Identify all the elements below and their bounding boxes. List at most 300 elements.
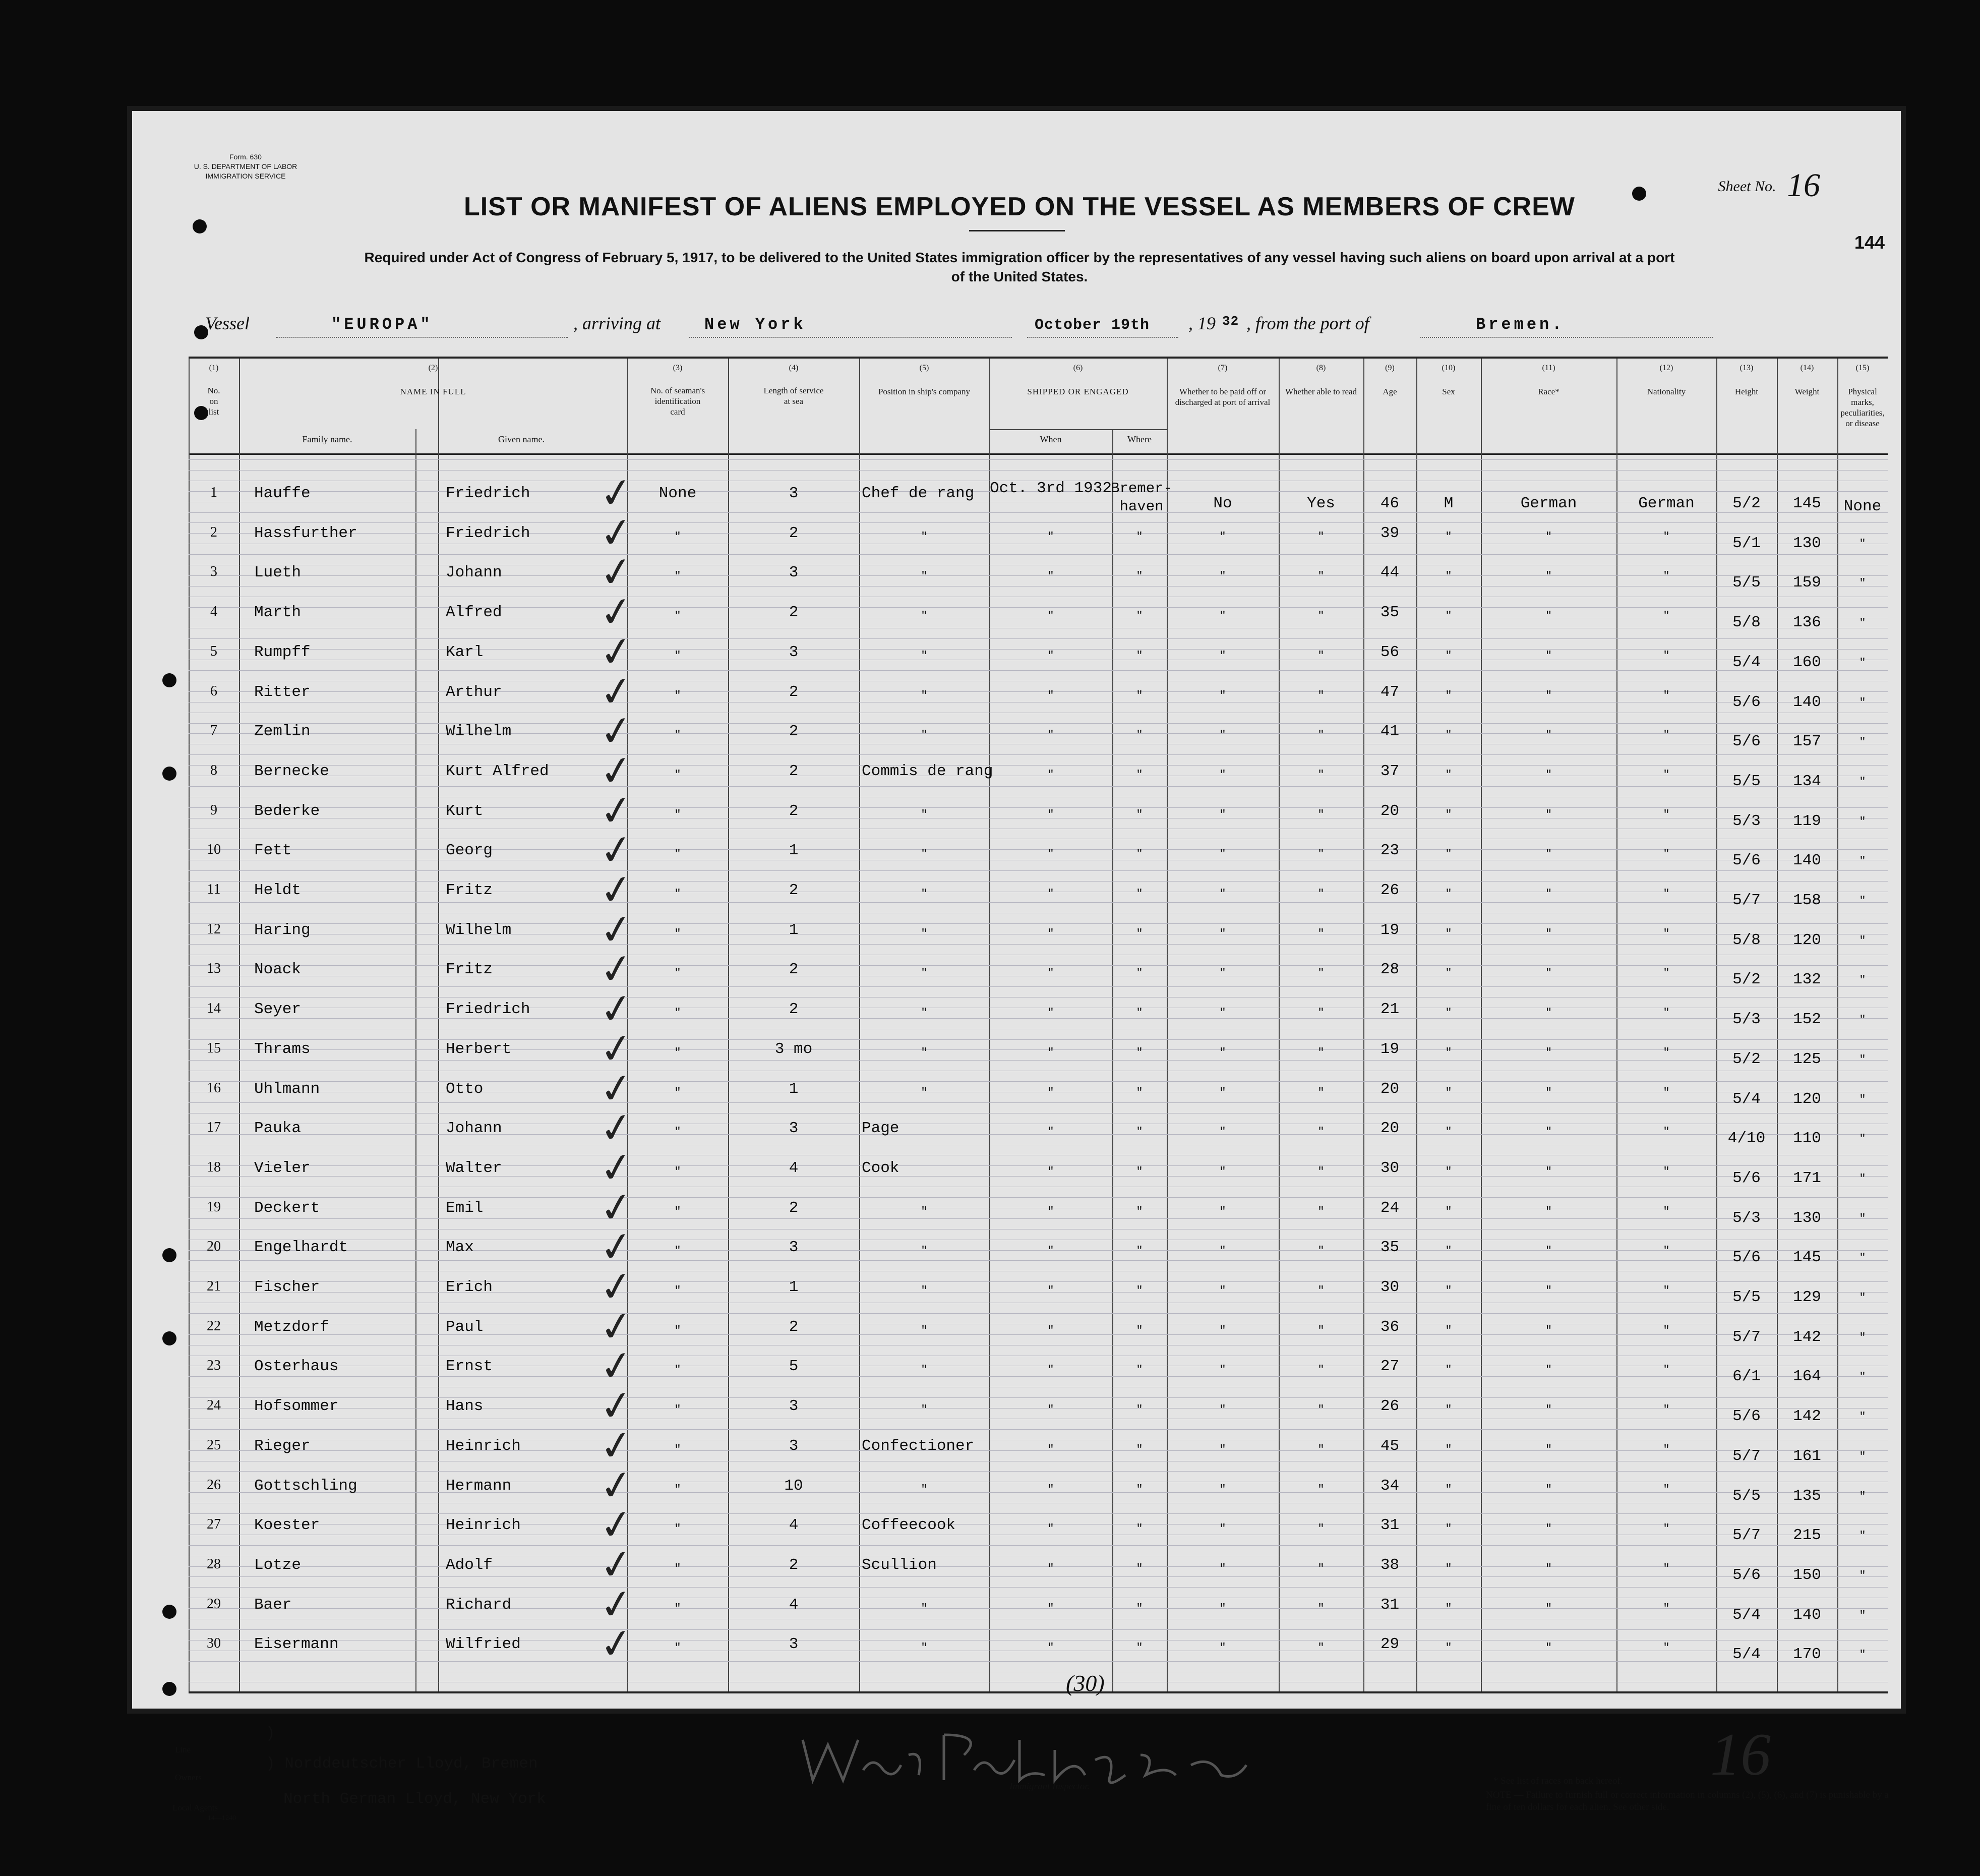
shipped-where: "	[1136, 570, 1143, 583]
check-mark: ✓	[596, 904, 637, 955]
race: "	[1545, 1086, 1552, 1099]
check-mark: ✓	[596, 626, 637, 678]
paid-off: "	[1219, 610, 1226, 623]
shipped-where: "	[1136, 808, 1143, 821]
paid-off: "	[1219, 689, 1226, 702]
position: Page	[862, 1120, 899, 1138]
ruling-line	[189, 1587, 1888, 1588]
paid-off: "	[1219, 729, 1226, 742]
agents-value: North German Lloyd, New York	[283, 1790, 546, 1808]
physical-marks: "	[1859, 855, 1866, 868]
physical-marks: "	[1859, 1252, 1866, 1265]
ruling-line	[189, 1629, 1888, 1630]
shipped-where: Bremer- haven	[1111, 480, 1172, 515]
ruling-line	[189, 881, 1888, 882]
sex: "	[1445, 927, 1452, 940]
shipped-where: "	[1136, 1284, 1143, 1297]
id-card: "	[674, 1046, 681, 1059]
shipped-when: "	[1047, 1205, 1054, 1218]
shipped-where: "	[1136, 927, 1143, 940]
ruling-line	[189, 1429, 1888, 1430]
sex: "	[1445, 1284, 1452, 1297]
length-of-service: 3	[789, 1397, 799, 1416]
ruling-line	[189, 1471, 1888, 1472]
row-number: 23	[207, 1358, 221, 1374]
year-value: 32	[1222, 314, 1239, 329]
shipped-when: "	[1047, 1403, 1054, 1417]
paid-off: "	[1219, 967, 1226, 980]
check-mark: ✓	[596, 586, 637, 638]
sex: "	[1445, 729, 1452, 742]
race: "	[1545, 689, 1552, 702]
check-mark: ✓	[596, 864, 637, 916]
weight: 145	[1793, 495, 1821, 512]
height: 6/1	[1732, 1368, 1761, 1386]
age: 46	[1380, 495, 1400, 512]
column-number: (8)	[1316, 364, 1326, 372]
shipped-when: "	[1047, 1165, 1054, 1178]
age: 35	[1380, 1239, 1400, 1257]
agents-label: Local Agents	[172, 1803, 218, 1812]
check-mark: ✓	[596, 745, 637, 797]
position: "	[921, 1046, 928, 1059]
family-name: Seyer	[254, 1001, 302, 1019]
height: 5/6	[1732, 733, 1761, 751]
shipped-where: "	[1136, 1165, 1143, 1178]
nationality: "	[1663, 848, 1670, 861]
port-label: , from the port of	[1246, 313, 1369, 333]
check-mark: ✓	[596, 1301, 637, 1352]
paid-off: "	[1219, 888, 1226, 900]
position: "	[921, 1602, 928, 1615]
physical-marks: "	[1859, 1530, 1866, 1543]
shipped-where: "	[1136, 1086, 1143, 1099]
sex: "	[1445, 1007, 1452, 1020]
column-number: (2)	[428, 364, 438, 372]
physical-marks: "	[1859, 617, 1866, 630]
note-label: NOTE —	[1486, 1790, 1524, 1800]
nationality: "	[1663, 1245, 1670, 1258]
physical-marks: "	[1859, 1292, 1866, 1304]
shipped-when: "	[1047, 1483, 1054, 1496]
date-value: October 19th	[1035, 317, 1150, 334]
length-of-service: 2	[789, 882, 799, 899]
shipped-where: "	[1136, 1007, 1143, 1020]
ruling-line	[189, 470, 1888, 471]
id-card: "	[674, 888, 681, 900]
shipped-where: "	[1136, 1046, 1143, 1059]
physical-marks: "	[1859, 1450, 1866, 1463]
length-of-service: 2	[789, 961, 799, 979]
check-mark: ✓	[596, 1578, 637, 1630]
physical-marks: "	[1859, 1649, 1866, 1662]
punch-hole	[162, 767, 176, 781]
row-number: 10	[207, 842, 221, 858]
age: 21	[1380, 1001, 1400, 1019]
height: 5/5	[1732, 1487, 1761, 1505]
ruling-line	[189, 1081, 1888, 1082]
height: 5/6	[1732, 693, 1761, 711]
race: "	[1545, 927, 1552, 940]
check-mark: ✓	[596, 467, 637, 519]
age: 35	[1380, 604, 1400, 622]
race: "	[1545, 1562, 1552, 1575]
length-of-service: 3	[789, 1120, 799, 1138]
able-to-read: "	[1317, 1324, 1325, 1337]
nationality: "	[1663, 927, 1670, 940]
ruling-line	[189, 1376, 1888, 1377]
height: 5/2	[1732, 495, 1761, 512]
paid-off: "	[1219, 1165, 1226, 1178]
height: 5/4	[1732, 1090, 1761, 1108]
position: "	[921, 530, 928, 543]
length-of-service: 1	[789, 921, 799, 939]
ruling-line	[189, 586, 1888, 587]
given-name: Richard	[446, 1596, 512, 1614]
id-card: "	[674, 1205, 681, 1218]
length-of-service: 10	[784, 1477, 803, 1495]
column-header-8	[1281, 363, 1361, 397]
title-rule	[969, 230, 1065, 231]
id-card: None	[658, 485, 697, 502]
length-of-service: 2	[789, 802, 799, 820]
shipped-when: "	[1047, 1562, 1054, 1575]
race: "	[1545, 610, 1552, 623]
sex: "	[1445, 1443, 1452, 1456]
ruling-line	[189, 522, 1888, 523]
ruling-line	[189, 607, 1888, 608]
given-name: Karl	[446, 643, 484, 661]
height: 5/7	[1732, 892, 1761, 909]
ruling-line	[189, 670, 1888, 671]
age: 39	[1380, 524, 1400, 542]
manifest-table	[189, 357, 1888, 1697]
column-header-10	[1418, 363, 1479, 397]
able-to-read: "	[1317, 649, 1325, 662]
punch-hole	[162, 1682, 176, 1696]
given-name: Fritz	[446, 961, 493, 979]
physical-marks: "	[1859, 1609, 1866, 1622]
owners-value: ) Norddeutscher Lloyd, Bremen	[266, 1755, 538, 1773]
position: Scullion	[862, 1556, 937, 1574]
id-card: "	[674, 1007, 681, 1020]
family-name: Thrams	[254, 1040, 311, 1058]
family-name: Heldt	[254, 882, 302, 899]
shipped-when: "	[1047, 570, 1054, 583]
sex: "	[1445, 530, 1452, 543]
shipped-where: "	[1136, 530, 1143, 543]
weight: 215	[1793, 1527, 1821, 1545]
paid-off: "	[1219, 1443, 1226, 1456]
shipped-where: "	[1136, 1245, 1143, 1258]
row-number: 3	[210, 564, 217, 580]
id-card: "	[674, 848, 681, 861]
physical-marks: "	[1859, 934, 1866, 947]
weight: 120	[1793, 1090, 1821, 1108]
row-number: 24	[207, 1397, 221, 1414]
row-number: 4	[210, 604, 217, 620]
column-label: Weight	[1794, 387, 1820, 396]
id-card: "	[674, 768, 681, 781]
able-to-read: "	[1317, 1642, 1325, 1655]
id-card: "	[674, 927, 681, 940]
length-of-service: 1	[789, 1080, 799, 1098]
length-of-service: 2	[789, 723, 799, 741]
shipped-when: "	[1047, 1642, 1054, 1655]
column-header-15	[1839, 363, 1886, 429]
family-name: Engelhardt	[254, 1239, 348, 1257]
port-value: Bremen.	[1476, 315, 1565, 334]
shipped-when: "	[1047, 848, 1054, 861]
given-name: Walter	[446, 1159, 502, 1177]
row-number: 8	[210, 762, 217, 778]
position: "	[921, 1284, 928, 1297]
position: "	[921, 1324, 928, 1337]
nationality: "	[1663, 570, 1670, 583]
length-of-service: 2	[789, 1001, 799, 1019]
paid-off: "	[1219, 570, 1226, 583]
physical-marks: None	[1843, 498, 1882, 515]
agents-form-number: 14—1240	[208, 1814, 236, 1822]
check-mark: ✓	[596, 1499, 637, 1551]
age: 56	[1380, 643, 1400, 661]
column-header-9	[1365, 363, 1414, 397]
race: "	[1545, 848, 1552, 861]
shipped-when: "	[1047, 530, 1054, 543]
column-label: SHIPPED OR ENGAGED	[1027, 387, 1129, 396]
nationality: "	[1663, 1126, 1670, 1139]
row-number: 25	[207, 1437, 221, 1453]
ruling-line	[189, 902, 1888, 903]
given-name: Wilhelm	[446, 723, 512, 741]
paid-off: "	[1219, 1403, 1226, 1417]
column-number: (7)	[1218, 364, 1228, 372]
given-name: Alfred	[446, 604, 502, 622]
able-to-read: "	[1317, 1403, 1325, 1417]
position: "	[921, 848, 928, 861]
paid-off: "	[1219, 1642, 1226, 1655]
column-label: Height	[1734, 387, 1759, 396]
age: 24	[1380, 1199, 1400, 1217]
age: 38	[1380, 1556, 1400, 1574]
row-number: 30	[207, 1635, 221, 1652]
ruling-line	[189, 754, 1888, 755]
row-number: 21	[207, 1278, 221, 1294]
able-to-read: "	[1317, 808, 1325, 821]
family-name: Gottschling	[254, 1477, 357, 1495]
column-label: Position in ship's company	[878, 387, 971, 396]
shipped-when: "	[1047, 649, 1054, 662]
length-of-service: 3	[789, 643, 799, 661]
check-mark: ✓	[596, 705, 637, 757]
check-mark: ✓	[596, 1221, 637, 1273]
check-mark: ✓	[596, 1261, 637, 1313]
sex: M	[1444, 495, 1454, 512]
ruling-line	[189, 1060, 1888, 1061]
sex: "	[1445, 967, 1452, 980]
nationality: "	[1663, 649, 1670, 662]
fill-line	[1027, 337, 1178, 338]
sex: "	[1445, 848, 1452, 861]
shipped-when: "	[1047, 729, 1054, 742]
nationality: "	[1663, 1284, 1670, 1297]
owners-label: Owners	[175, 1773, 202, 1782]
arriving-label: , arriving at	[573, 313, 661, 333]
ruling-line	[189, 1281, 1888, 1282]
able-to-read: "	[1317, 848, 1325, 861]
column-number: (4)	[789, 364, 799, 372]
height: 5/6	[1732, 1408, 1761, 1426]
weight: 164	[1793, 1368, 1821, 1386]
race: "	[1545, 1126, 1552, 1139]
id-card: "	[674, 1165, 681, 1178]
family-name: Pauka	[254, 1120, 302, 1138]
length-of-service: 3 mo	[774, 1040, 813, 1058]
id-card: "	[674, 570, 681, 583]
line-label: Line	[175, 1745, 191, 1754]
shipped-when: "	[1047, 1364, 1054, 1377]
nationality: "	[1663, 1562, 1670, 1575]
paid-off: "	[1219, 1284, 1226, 1297]
punch-hole	[193, 219, 207, 233]
position: "	[921, 1205, 928, 1218]
column-number: (12)	[1659, 364, 1673, 372]
family-name: Lueth	[254, 564, 302, 582]
weight: 134	[1793, 772, 1821, 790]
column-header-11	[1483, 363, 1614, 397]
vessel-value: "EUROPA"	[331, 315, 433, 334]
age: 19	[1380, 1040, 1400, 1058]
shipped-where: "	[1136, 1403, 1143, 1417]
nationality: "	[1663, 967, 1670, 980]
length-of-service: 2	[789, 1556, 799, 1574]
age: 19	[1380, 921, 1400, 939]
family-name: Noack	[254, 961, 302, 979]
length-of-service: 4	[789, 1516, 799, 1535]
nationality: "	[1663, 808, 1670, 821]
age: 29	[1380, 1635, 1400, 1654]
weight: 110	[1793, 1130, 1821, 1148]
line-value: )	[266, 1725, 275, 1742]
length-of-service: 1	[789, 842, 799, 860]
height: 5/3	[1732, 812, 1761, 830]
family-name: Bederke	[254, 802, 320, 820]
physical-marks: "	[1859, 1053, 1866, 1066]
age: 23	[1380, 842, 1400, 860]
position: Confectioner	[862, 1437, 975, 1455]
position: "	[921, 570, 928, 583]
age: 47	[1380, 683, 1400, 701]
given-name: Wilhelm	[446, 921, 512, 939]
id-card: "	[674, 1522, 681, 1536]
given-name: Hans	[446, 1397, 484, 1416]
height: 5/7	[1732, 1447, 1761, 1465]
ruling-line	[189, 923, 1888, 924]
service: IMMIGRATION SERVICE	[205, 172, 286, 180]
column-header-6	[991, 363, 1165, 397]
given-name: Otto	[446, 1080, 484, 1098]
physical-marks: "	[1859, 736, 1866, 749]
nationality: "	[1663, 768, 1670, 781]
age: 26	[1380, 882, 1400, 899]
row-number: 7	[210, 723, 217, 739]
paid-off: "	[1219, 1483, 1226, 1496]
position: "	[921, 1007, 928, 1020]
height: 5/7	[1732, 1328, 1761, 1346]
department: U. S. DEPARTMENT OF LABOR	[194, 162, 297, 170]
fill-line	[1420, 337, 1713, 338]
shipped-where: "	[1136, 967, 1143, 980]
shipped-when: "	[1047, 1086, 1054, 1099]
physical-marks: "	[1859, 1411, 1866, 1424]
weight: 171	[1793, 1169, 1821, 1187]
physical-marks: "	[1859, 1569, 1866, 1582]
age: 36	[1380, 1318, 1400, 1336]
column-label: Whether able to read	[1285, 387, 1357, 396]
nationality: "	[1663, 610, 1670, 623]
height: 5/7	[1732, 1527, 1761, 1545]
weight: 142	[1793, 1408, 1821, 1426]
able-to-read: "	[1317, 967, 1325, 980]
length-of-service: 3	[789, 1239, 799, 1257]
family-name: Baer	[254, 1596, 292, 1614]
length-of-service: 2	[789, 683, 799, 701]
race: "	[1545, 888, 1552, 900]
given-name: Heinrich	[446, 1437, 521, 1455]
shipped-when: "	[1047, 1602, 1054, 1615]
height: 5/8	[1732, 614, 1761, 632]
able-to-read: "	[1317, 1165, 1325, 1178]
race: "	[1545, 1245, 1552, 1258]
column-label: Age	[1383, 387, 1397, 396]
note-body: Failure to furnish full or correct information in columns (2), (5), (6), and (7) is punishable by a fine of ten dollars for each alien. See other side.	[1486, 1790, 1889, 1812]
nationality: "	[1663, 1364, 1670, 1377]
sex: "	[1445, 649, 1452, 662]
ruling-line	[189, 965, 1888, 966]
able-to-read: "	[1317, 1522, 1325, 1536]
row-number: 14	[207, 1001, 221, 1017]
physical-marks: "	[1859, 1371, 1866, 1384]
height: 5/3	[1732, 1011, 1761, 1029]
shipped-when: "	[1047, 967, 1054, 980]
vessel-line	[180, 303, 1901, 343]
able-to-read: "	[1317, 1562, 1325, 1575]
sex: "	[1445, 1205, 1452, 1218]
able-to-read: "	[1317, 1602, 1325, 1615]
check-mark: ✓	[596, 1340, 637, 1392]
punch-hole	[162, 1605, 176, 1619]
sex: "	[1445, 1126, 1452, 1139]
family-name: Koester	[254, 1516, 320, 1535]
id-card: "	[674, 1364, 681, 1377]
sex: "	[1445, 888, 1452, 900]
family-name: Eisermann	[254, 1635, 339, 1654]
ruling-line	[189, 1197, 1888, 1198]
id-card: "	[674, 530, 681, 543]
ruling-line	[189, 638, 1888, 639]
height: 5/6	[1732, 1169, 1761, 1187]
shipped-when: "	[1047, 1284, 1054, 1297]
physical-marks: "	[1859, 815, 1866, 828]
weight: 160	[1793, 653, 1821, 671]
given-name: Hermann	[446, 1477, 512, 1495]
shipped-when: "	[1047, 689, 1054, 702]
given-name: Ernst	[446, 1358, 493, 1376]
column-number: (10)	[1442, 364, 1456, 372]
physical-marks: "	[1859, 1331, 1866, 1344]
family-name: Rumpff	[254, 643, 311, 661]
age: 31	[1380, 1516, 1400, 1535]
